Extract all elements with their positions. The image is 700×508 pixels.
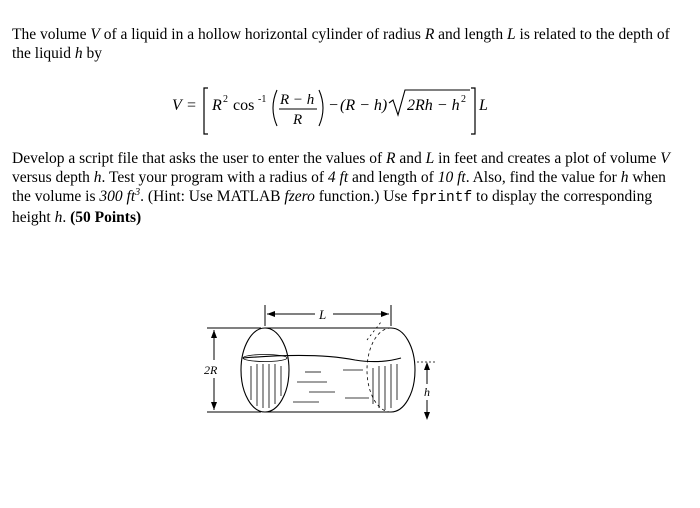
length-arrow-right xyxy=(381,311,389,317)
text-segment: function.) Use xyxy=(314,188,412,205)
fraction-denominator: R xyxy=(293,112,303,128)
length-label: L xyxy=(319,307,327,322)
var-h: h xyxy=(620,169,629,186)
length-arrow-left xyxy=(267,311,275,317)
formula-L: L xyxy=(479,97,488,114)
task-paragraph xyxy=(12,149,688,227)
cylinder-right-end xyxy=(391,328,415,412)
text-segment: of a liquid in a hollow horizontal cylinder of radius xyxy=(99,26,425,43)
var-h: h xyxy=(93,169,102,186)
left-paren xyxy=(273,90,277,126)
radius-value: 4 ft xyxy=(327,169,349,186)
cylinder-diagram xyxy=(195,300,445,430)
text-segment: . Test your program with a radius of xyxy=(101,169,328,186)
points-label: (50 Points) xyxy=(70,209,142,226)
formula-inverse-exponent: -1 xyxy=(258,94,267,105)
left-bracket xyxy=(204,88,208,134)
text-segment: to display the corresponding height xyxy=(12,188,653,226)
text-segment: and length of xyxy=(348,169,438,186)
length-value: 10 ft xyxy=(437,169,466,186)
volume-exponent: 3 xyxy=(135,186,141,198)
text-segment: . xyxy=(62,209,71,226)
right-bracket xyxy=(471,88,475,134)
var-h: h xyxy=(74,45,83,62)
text-segment: by xyxy=(82,45,102,62)
formula-R-exponent: 2 xyxy=(223,94,228,105)
liquid-hatching xyxy=(251,364,397,410)
text-segment: in feet and creates a plot of volume xyxy=(434,150,661,167)
text-segment: is related to the depth of the liquid xyxy=(12,26,670,62)
radicand-exponent: 2 xyxy=(461,94,466,105)
text-segment: . Also, find the value for xyxy=(465,169,621,186)
text-segment: when the volume is xyxy=(12,169,666,205)
formula-equals: = xyxy=(187,97,197,114)
depth-label: h xyxy=(424,385,430,399)
depth-arrow-top xyxy=(424,362,430,370)
cylinder-left-end xyxy=(241,328,289,412)
radicand: 2Rh − h xyxy=(407,97,460,114)
formula-lhs-V: V xyxy=(172,97,182,114)
var-L: L xyxy=(425,150,435,167)
text-segment: and length xyxy=(434,26,508,43)
fraction-numerator: R − h xyxy=(280,92,315,108)
formula-R: R xyxy=(212,97,222,114)
var-h: h xyxy=(54,209,63,226)
surface-dash-mark xyxy=(367,322,381,340)
text-segment: The volume xyxy=(12,26,91,43)
text-segment: . (Hint: Use MATLAB xyxy=(140,188,285,205)
liquid-surface xyxy=(243,355,401,361)
var-R: R xyxy=(386,150,396,167)
depth-arrow-bottom xyxy=(424,412,430,420)
formula-term2: (R − h) xyxy=(340,97,388,114)
diameter-label: 2R xyxy=(204,363,218,377)
fprintf-code: fprintf xyxy=(411,190,473,206)
var-L: L xyxy=(507,26,516,43)
text-segment: and xyxy=(395,150,426,167)
problem-intro-paragraph xyxy=(12,25,688,63)
formula-cos: cos xyxy=(233,97,255,114)
text-segment: Develop a script file that asks the user to enter the values of xyxy=(12,150,387,167)
diameter-arrow-top xyxy=(211,330,217,338)
right-paren xyxy=(319,90,323,126)
formula-minus: − xyxy=(329,97,339,114)
var-V: V xyxy=(90,26,100,43)
fzero-function: fzero xyxy=(284,188,315,205)
diameter-arrow-bottom xyxy=(211,402,217,410)
text-segment: versus depth xyxy=(12,169,94,186)
var-V: V xyxy=(660,150,670,167)
volume-formula xyxy=(170,82,510,140)
var-R: R xyxy=(424,26,435,43)
volume-value: 300 ft xyxy=(99,188,136,205)
